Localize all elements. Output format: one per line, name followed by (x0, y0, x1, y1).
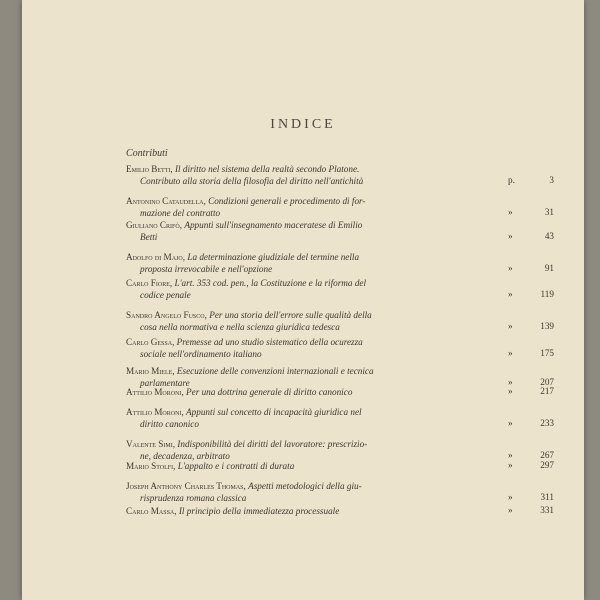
toc-entry-continuation (126, 263, 511, 275)
toc-work-title: parlamentare (140, 378, 190, 388)
toc-page-number: 297 (540, 460, 554, 470)
toc-page-marker: » (508, 386, 513, 396)
toc-work-title: Indisponibilità dei diritti del lavoratore: prescrizio- (177, 439, 368, 449)
toc-author: Adolfo di Majo (126, 252, 183, 262)
toc-work-title: risprudenza romana classica (140, 493, 247, 503)
toc-work-title: sociale nell'ordinamento italiano (140, 349, 262, 359)
toc-author: Antonino Cataudella (126, 196, 204, 206)
toc-entry-first-line: Adolfo di Majo, La determinazione giudiziale del termine nella (126, 252, 360, 262)
toc-page-marker: » (508, 231, 513, 241)
toc-entry (126, 406, 511, 430)
toc-page-number: 267 (540, 450, 554, 460)
toc-work-title: diritto canonico (140, 419, 199, 429)
toc-entry-continuation (126, 175, 511, 187)
toc-author: Giuliano Crifò (126, 220, 180, 230)
toc-page-marker: » (508, 321, 513, 331)
toc-entry-first-line: Attilio Moroni, Appunti sul concetto di incapacità giuridica nel (126, 407, 362, 417)
toc-page-number: 217 (540, 386, 554, 396)
toc-page-number: 43 (544, 231, 554, 241)
toc-page-marker: » (508, 348, 513, 358)
toc-work-title: Aspetti metodologici della giu- (248, 481, 362, 491)
toc-entry-first-line: Valente Simi, Indisponibilità dei diritti del lavoratore: prescrizio- (126, 439, 368, 449)
toc-entry (126, 309, 511, 333)
toc-entry (126, 480, 511, 504)
toc-author: Attilio Moroni (126, 407, 182, 417)
toc-entry-first-line: Carlo Fiore, L'art. 353 cod. pen., la Costituzione e la riforma del (126, 278, 367, 288)
toc-page-number: 3 (549, 175, 554, 185)
toc-page-number: 119 (540, 289, 554, 299)
toc-entry-first-line: Attilio Moroni, Per una dottrina generale di diritto canonico (126, 387, 353, 397)
toc-entry-continuation (126, 231, 511, 243)
toc-page-number: 233 (540, 418, 554, 428)
toc-page-number: 31 (544, 207, 554, 217)
toc-entry (126, 386, 511, 398)
toc-page-marker: » (508, 505, 513, 515)
toc-page-marker: » (508, 289, 513, 299)
toc-page-marker: p. (508, 175, 515, 185)
toc-entry (126, 460, 511, 472)
toc-entry (126, 277, 511, 301)
toc-work-title: L'art. 353 cod. pen., la Costituzione e la riforma del (174, 278, 367, 288)
toc-entry (126, 195, 511, 219)
toc-work-title: mazione del contratto (140, 208, 221, 218)
toc-work-title: Appunti sul concetto di incapacità giuridica nel (186, 407, 362, 417)
toc-entry-first-line: Antonino Cataudella, Condizioni generali e procedimento di for- (126, 196, 366, 206)
toc-entry-first-line: Giuliano Crifò, Appunti sull'insegnamento maceratese di Emilio (126, 220, 363, 230)
toc-work-title: Betti (140, 232, 158, 242)
toc-page-marker: » (508, 263, 513, 273)
page-title: INDICE (270, 117, 336, 132)
toc-work-title: La determinazione giudiziale del termine nella (187, 252, 360, 262)
toc-work-title: Per una storia dell'errore sulle qualità della (209, 310, 372, 320)
book-page (22, 0, 584, 600)
toc-entry-first-line: Mario Miele, Esecuzione delle convenzioni internazionali e tecnica (126, 366, 374, 376)
toc-page-marker: » (508, 418, 513, 428)
toc-work-title: ne, decadenza, arbitrato (140, 451, 230, 461)
toc-work-title: Appunti sull'insegnamento maceratese di Emilio (184, 220, 363, 230)
toc-page-number: 311 (540, 492, 554, 502)
toc-page-marker: » (508, 460, 513, 470)
toc-page-number: 91 (544, 263, 554, 273)
toc-page-marker: » (508, 492, 513, 502)
toc-author: Carlo Massa (126, 506, 175, 516)
toc-page-marker: » (508, 207, 513, 217)
toc-author: Joseph Anthony Charles Thomas (126, 481, 244, 491)
toc-author: Carlo Gessa (126, 337, 173, 347)
toc-page-number: 139 (540, 321, 554, 331)
section-heading: Contributi (126, 148, 168, 159)
toc-work-title: Il diritto nel sistema della realtà secondo Platone. (174, 164, 360, 174)
toc-entry (126, 438, 511, 462)
toc-entry-continuation (126, 492, 511, 504)
toc-entry (126, 251, 511, 275)
toc-page-marker: » (508, 377, 513, 387)
toc-work-title: Per una dottrina generale di diritto canonico (186, 387, 353, 397)
toc-work-title: Contributo alla storia della filosofia del diritto nell'antichità (140, 176, 364, 186)
toc-entry-first-line: Carlo Gessa, Premesse ad uno studio sistematico della ocurezza (126, 337, 363, 347)
toc-entry (126, 336, 511, 360)
toc-work-title: codice penale (140, 290, 191, 300)
toc-entry-first-line: Carlo Massa, Il principio della immediatezza processuale (126, 506, 340, 516)
toc-entry-continuation (126, 289, 511, 301)
toc-entry-continuation (126, 321, 511, 333)
toc-page-number: 331 (540, 505, 554, 515)
toc-entry (126, 505, 511, 517)
toc-work-title: Il principio della immediatezza processuale (178, 506, 340, 516)
toc-work-title: proposta irrevocabile e nell'opzione (140, 264, 273, 274)
toc-entry-continuation (126, 418, 511, 430)
toc-entry (126, 219, 511, 243)
toc-entry-continuation (126, 348, 511, 360)
toc-entry-continuation (126, 207, 511, 219)
toc-page-number: 175 (540, 348, 554, 358)
toc-entry-first-line: Sandro Angelo Fusco, Per una storia dell'errore sulle qualità della (126, 310, 372, 320)
toc-work-title: Esecuzione delle convenzioni internazionali e tecnica (176, 366, 374, 376)
toc-author: Emilio Betti (126, 164, 171, 174)
toc-author: Carlo Fiore (126, 278, 170, 288)
toc-entry-first-line: Joseph Anthony Charles Thomas, Aspetti metodologici della giu- (126, 481, 362, 491)
toc-entry-first-line: Emilio Betti, Il diritto nel sistema della realtà secondo Platone. (126, 164, 360, 174)
toc-page-marker: » (508, 450, 513, 460)
toc-work-title: Condizioni generali e procedimento di for- (208, 196, 366, 206)
toc-work-title: Premesse ad uno studio sistematico della ocurezza (176, 337, 363, 347)
toc-author: Attilio Moroni (126, 387, 182, 397)
toc-author: Mario Miele (126, 366, 173, 376)
toc-author: Valente Simi (126, 439, 173, 449)
toc-page-number: 207 (540, 377, 554, 387)
toc-author: Mario Stolfi (126, 461, 174, 471)
toc-work-title: cosa nella normativa e nella scienza giuridica tedesca (140, 322, 340, 332)
toc-work-title: L'appalto e i contratti di durata (177, 461, 295, 471)
toc-entry (126, 163, 511, 187)
toc-entry-first-line: Mario Stolfi, L'appalto e i contratti di durata (126, 461, 295, 471)
toc-author: Sandro Angelo Fusco (126, 310, 205, 320)
